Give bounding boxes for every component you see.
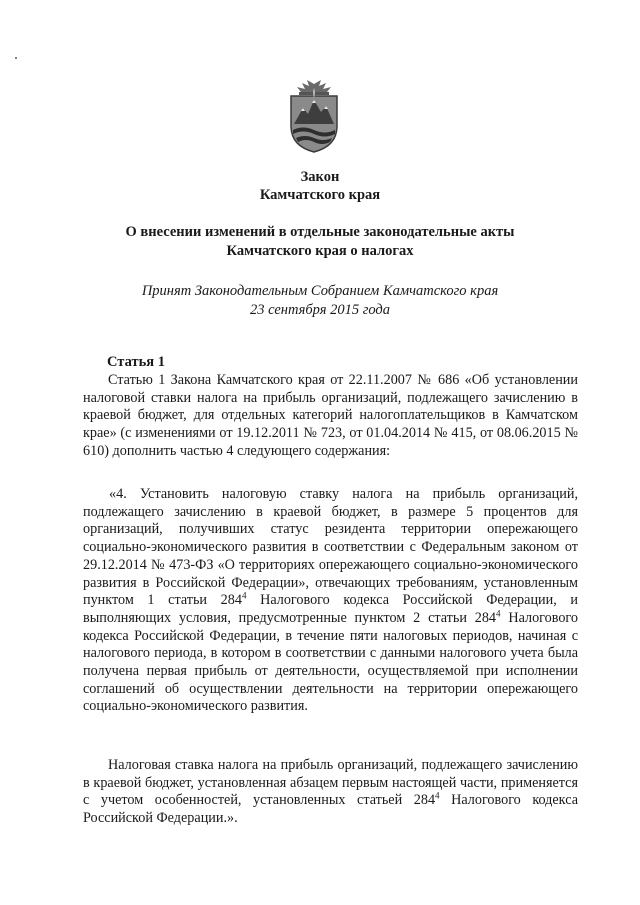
article-title: Статья 1 — [107, 354, 165, 370]
law-title-line-2: Камчатского края о налогах — [226, 243, 414, 259]
superscript: 4 — [241, 590, 247, 601]
law-heading: Закон — [300, 169, 340, 185]
article-paragraph-2 — [83, 486, 578, 716]
paragraph-2-part-c: Налогового кодекса Российской Федерации, в течение пяти налоговых периодов, начиная с налогового периода, в котором в соответствии с данными налогового учета была получена первая прибыль от деятельности, осуществляемой при исполнении соглашений об осуществлении деятельности на территории опережающего социально-экономического развития. — [83, 609, 578, 715]
paragraph-2-part-b: Налогового кодекса Российской Федерации, и выполняющих условия, предусмотренные пунктом 2 статьи 284 — [83, 592, 578, 626]
superscript: 4 — [496, 608, 501, 619]
paragraph-3-part-b: Налогового кодекса Российской Федерации.». — [83, 792, 578, 827]
article-paragraph-1: Статью 1 Закона Камчатского края от 22.11.2007 № 686 «Об установлении налоговой ставки налога на прибыль организаций, подлежащего зачислению в краевой бюджет, для отдельных категорий налогоплательщиков в Камчатском крае» (с изменениями от 19.12.2011 № 723, от 01.04.2014 № 415, от 08.06.2015 № 610) дополнить частью 4 следующего содержания: — [83, 372, 578, 459]
paragraph-3-part-a: Налоговая ставка налога на прибыль организаций, подлежащего зачислению в краевой бюджет, установленная абзацем первым настоящей части, применяется с учетом особенностей, установленных статьей 284 — [83, 757, 578, 809]
adoption-line-1: Принят Законодательным Собранием Камчатского края — [141, 283, 499, 299]
paragraph-2-part-a: «4. Установить налоговую ставку налога на прибыль организаций, подлежащего зачислению в краевой бюджет, в размере 5 процентов для организаций, получивших статус резидента территории опережающего социально-экономического развития в соответствии с Федеральным законом от 29.12.2014 № 473-ФЗ «О территориях опережающего социально-экономического развития в Российской Федерации», отвечающих требованиям, установленным пунктом 1 статьи 284 — [83, 486, 578, 609]
superscript: 4 — [435, 790, 440, 801]
region-heading: Камчатского края — [259, 187, 381, 203]
law-title-line-1: О внесении изменений в отдельные законодательные акты — [125, 224, 515, 240]
adoption-date: 23 сентября 2015 года — [249, 302, 391, 318]
article-paragraph-3 — [83, 757, 578, 828]
scan-speck — [15, 57, 17, 59]
coat-of-arms-emblem — [285, 78, 343, 154]
